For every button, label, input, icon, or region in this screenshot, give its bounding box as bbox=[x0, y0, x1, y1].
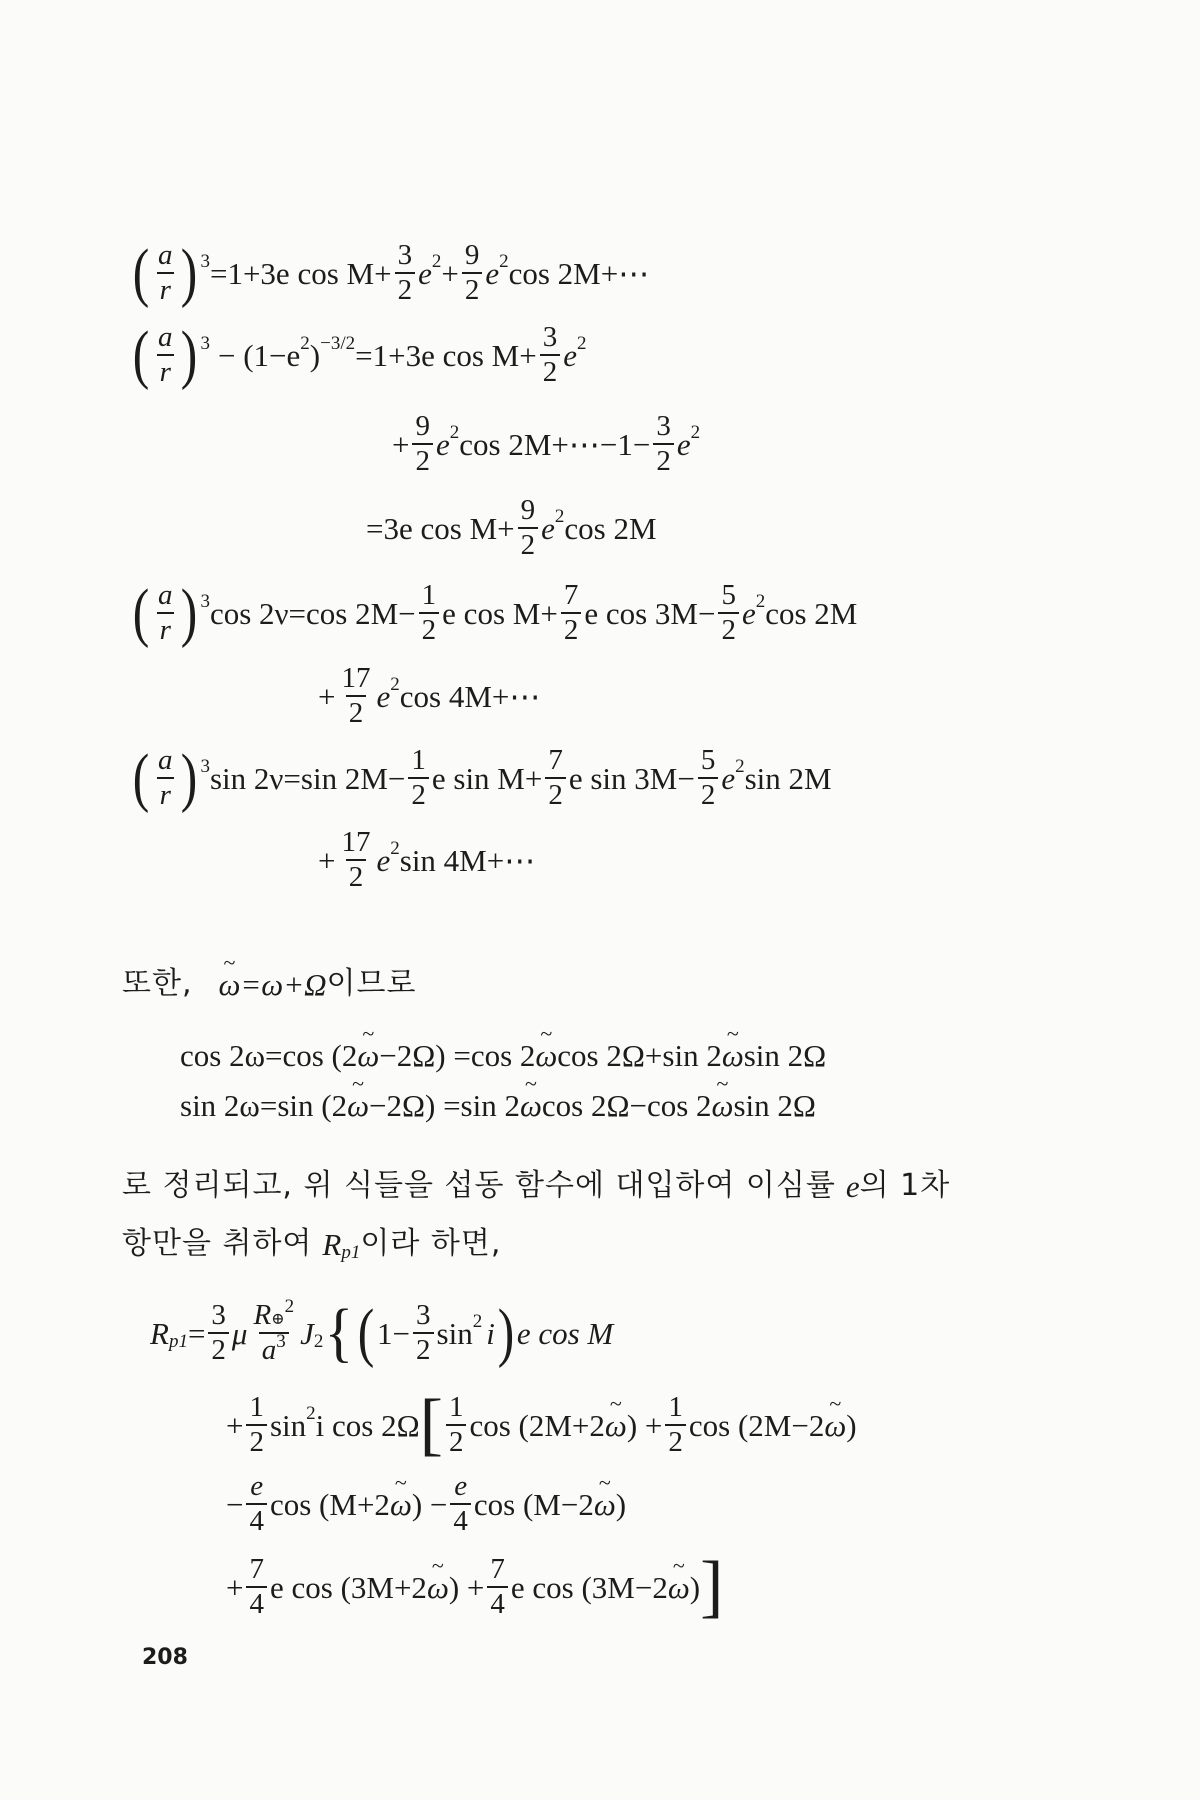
fraction-a-over-r: $\frac{a}{r}$ bbox=[157, 579, 173, 646]
fraction-17-2: $\frac{17}{2}$ bbox=[341, 662, 371, 729]
fraction-1-2: $\frac{1}{2}$ bbox=[246, 1393, 267, 1457]
fraction-a-over-r: $\frac{a}{r}$ bbox=[157, 321, 173, 388]
equation-7: ( $\frac{a}{r}$ ) 3 sin 2ν=sin 2M− $\frac{1}{2}$ e sin M+ $\frac{7}{2}$ e sin 3M− $\frac{5}{2}$ e 2 sin 2M bbox=[132, 741, 832, 814]
fraction-3-2: $\frac{3}{2}$ bbox=[540, 323, 561, 387]
fraction-17-2: $\frac{17}{2}$ bbox=[341, 826, 371, 893]
fraction-5-2: $\frac{5}{2}$ bbox=[698, 746, 719, 810]
fraction-9-2: $\frac{9}{2}$ bbox=[462, 241, 483, 305]
paragraph-also: 또한, ~ ω =ω+Ω 이므로 bbox=[122, 960, 417, 1008]
fraction-3-2: $\frac{3}{2}$ bbox=[208, 1301, 229, 1365]
fraction-1-2: $\frac{1}{2}$ bbox=[408, 746, 429, 810]
fraction-7-4: $\frac{7}{4}$ bbox=[246, 1555, 267, 1619]
fraction-a-over-r: $\frac{a}{r}$ bbox=[157, 744, 173, 811]
equation-1: ( $\frac{a}{r}$ ) 3 =1+3e cos M+ $\frac{3}{2}$ e 2 + $\frac{9}{2}$ e 2 cos 2M+⋯ bbox=[132, 236, 650, 309]
paragraph-rearranged-line1: 로 정리되고, 위 식들을 섭동 함수에 대입하여 이심률 e 의 1차 bbox=[122, 1168, 951, 1204]
fraction-5-2: $\frac{5}{2}$ bbox=[718, 581, 739, 645]
equation-3: + $\frac{9}{2}$ e 2 cos 2M+⋯−1− $\frac{3}{2}$ e 2 bbox=[392, 410, 701, 477]
equation-cos2w: cos 2ω=cos (2 ~ ω −2Ω) =cos 2 ~ ω cos 2Ω+sin 2 ~ ω sin 2Ω bbox=[180, 1040, 826, 1071]
fraction-9-2: $\frac{9}{2}$ bbox=[518, 496, 539, 560]
equation-5: ( $\frac{a}{r}$ ) 3 cos 2ν=cos 2M− $\frac{1}{2}$ e cos M+ $\frac{7}{2}$ e cos 3M− $\frac{5}{2}$ e 2 cos 2M bbox=[132, 576, 858, 649]
equation-rp1-line4: + $\frac{7}{4}$ e cos (3M+2 ~ ω ) + $\frac{7}{4}$ e cos (3M−2 ~ ω ) ] bbox=[226, 1552, 723, 1622]
fraction-3-2: $\frac{3}{2}$ bbox=[413, 1301, 434, 1365]
fraction-a-over-r: $\frac{a}{r}$ bbox=[157, 239, 173, 306]
equation-2: ( $\frac{a}{r}$ ) 3 − (1−e 2 ) −3/2 =1+3e cos M+ $\frac{3}{2}$ e 2 bbox=[132, 318, 587, 391]
page-number: 208 bbox=[142, 1645, 188, 1670]
fraction-r-earth-over-a3: $\frac{R\oplus^2}{a^3}$ bbox=[253, 1296, 295, 1366]
fraction-1-2: $\frac{1}{2}$ bbox=[446, 1393, 467, 1457]
equation-6: + $\frac{17}{2}$ e 2 cos 4M+⋯ bbox=[318, 662, 541, 729]
equation-4: =3e cos M+ $\frac{9}{2}$ e 2 cos 2M bbox=[366, 494, 657, 561]
fraction-1-2: $\frac{1}{2}$ bbox=[665, 1393, 686, 1457]
fraction-1-2: $\frac{1}{2}$ bbox=[419, 581, 440, 645]
fraction-3-2: $\frac{3}{2}$ bbox=[395, 241, 416, 305]
equation-rp1-line3: − $\frac{e}{4}$ cos (M+2 ~ ω ) − $\frac{e}{4}$ cos (M−2 ~ ω ) bbox=[226, 1472, 626, 1536]
fraction-e-4: $\frac{e}{4}$ bbox=[246, 1472, 267, 1536]
equation-rp1-line1: R p1 = $\frac{3}{2}$ μ $\frac{R\oplus^2}{a^3}$ J 2 { ( 1− $\frac{3}{2}$ sin 2 i ) e cos M bbox=[150, 1296, 614, 1369]
fraction-7-2: $\frac{7}{2}$ bbox=[561, 581, 582, 645]
fraction-7-4: $\frac{7}{4}$ bbox=[487, 1555, 508, 1619]
equation-sin2w: sin 2ω=sin (2 ~ ω −2Ω) =sin 2 ~ ω cos 2Ω−cos 2 ~ ω sin 2Ω bbox=[180, 1090, 816, 1121]
omega-tilde: ~ ω bbox=[219, 969, 241, 1000]
fraction-3-2: $\frac{3}{2}$ bbox=[653, 412, 674, 476]
fraction-e-4: $\frac{e}{4}$ bbox=[450, 1472, 471, 1536]
fraction-7-2: $\frac{7}{2}$ bbox=[545, 746, 566, 810]
fraction-9-2: $\frac{9}{2}$ bbox=[412, 412, 433, 476]
equation-rp1-line2: + $\frac{1}{2}$ sin 2 i cos 2Ω [ $\frac{1}{2}$ cos (2M+2 ~ ω ) + $\frac{1}{2}$ cos (2M−2 ~ ω ) bbox=[226, 1390, 857, 1460]
equation-8: + $\frac{17}{2}$ e 2 sin 4M+⋯ bbox=[318, 826, 536, 893]
paragraph-rearranged-line2: 항만을 취하여 R p1 이라 하면, bbox=[122, 1226, 502, 1263]
